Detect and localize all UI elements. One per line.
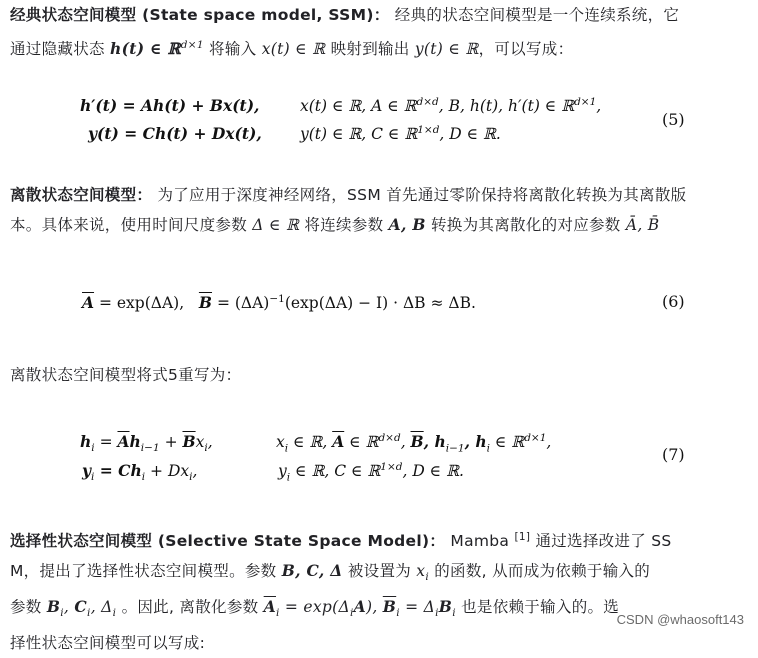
- eq5-line2-right: y(t) ∈ ℝ, C ∈ ℝ$^{1\times d}$, D ∈ ℝ.: [300, 124, 501, 144]
- text: 离散状态空间模型将式5重写为：: [10, 366, 242, 384]
- heading-ssm: 经典状态空间模型 (State space model, SSM)：: [10, 6, 390, 24]
- text: 择性状态空间模型可以写成:: [10, 634, 206, 653]
- text: 将连续参数: [304, 216, 384, 234]
- math-bcd: B, C, Δ: [281, 561, 343, 581]
- eq5-line1-left: h′(t) = Ah(t) + Bx(t),: [80, 96, 260, 115]
- heading-selective: 选择性状态空间模型 (Selective State Space Model)：: [10, 532, 446, 551]
- text: 通过隐藏状态: [10, 40, 105, 59]
- equation-number-5: (5): [662, 110, 685, 129]
- eq7-line1-right: $x_i$ ∈ ℝ, $\overline{A}$ ∈ ℝ$^{d\times d}$, $\overline{B}$, $h_{i-1}$, $h_i$ ∈ ℝ$^{d\times 1}$,: [276, 432, 552, 455]
- math-abar-bbar: Ā, B̄: [625, 216, 660, 234]
- math-hidden-state: h(t) ∈ ℝ$^{d\times 1}$: [110, 39, 204, 59]
- text: 参数: [10, 598, 42, 617]
- math-input: x(t) ∈ ℝ: [261, 40, 326, 59]
- equation-number-7: (7): [662, 445, 685, 464]
- math-ab: A, B: [388, 215, 426, 234]
- text: Mamba: [450, 532, 510, 551]
- text: 转换为其离散化的对应参数: [431, 216, 621, 234]
- text: M，提出了选择性状态空间模型。参数: [10, 562, 277, 581]
- text: ，可以写成：: [478, 40, 574, 59]
- eq5-line1-right: x(t) ∈ ℝ, A ∈ ℝ$^{d\times d}$, B, h(t), h′(t) ∈ ℝ$^{d\times 1}$,: [300, 96, 602, 116]
- eq5-line2-left: y(t) = Ch(t) + Dx(t),: [88, 124, 262, 143]
- math-delta: Δ ∈ ℝ: [252, 216, 300, 234]
- watermark: CSDN @whaosoft143: [616, 612, 744, 627]
- text: 映射到输出: [330, 40, 410, 59]
- math-output: y(t) ∈ ℝ: [414, 40, 479, 59]
- math-params: $B_i$, $C_i$, $\Delta_i$: [46, 597, 117, 620]
- text: 的函数, 从而成为依赖于输入的: [434, 562, 651, 581]
- math-xi: $x_i$: [416, 562, 429, 584]
- paragraph-selective-ssm: [10, 522, 750, 658]
- text: 本。具体来说，使用时间尺度参数: [10, 216, 248, 234]
- eq7-line1-left: $h_i = \overline{A}h_{i-1} + \overline{B}x_i$,: [80, 432, 213, 455]
- text: 也是依赖于输入的。选: [461, 598, 620, 617]
- citation-link[interactable]: [1]: [514, 531, 531, 543]
- text: 为了应用于深度神经网络，SSM 首先通过零阶保持将离散化转换为其离散版: [157, 186, 687, 204]
- text: 将输入: [209, 40, 257, 59]
- eq7-line2-left: $y_i = Ch_i + Dx_i$,: [82, 461, 198, 484]
- math-discrete-params: $\overline{A}_i = \exp(\Delta_iA)$, $\overline{B}_i = \Delta_iB_i$: [263, 597, 456, 620]
- text: 。因此, 离散化参数: [121, 598, 259, 617]
- equation-number-6: (6): [662, 292, 685, 311]
- text: 通过选择改进了 SS: [535, 532, 672, 551]
- equation-6: $\overline{A} = \exp(\Delta A)$, $\overline{B} = (\Delta A)^{-1}(\exp(\Delta A) - I) \cdot \Delta B \approx \Delta B$.: [82, 293, 476, 313]
- text: 经典的状态空间模型是一个连续系统，它: [394, 6, 680, 24]
- text: 被设置为: [347, 562, 412, 581]
- heading-discrete: 离散状态空间模型：: [10, 186, 153, 204]
- eq7-line2-right: $y_i$ ∈ ℝ, C ∈ ℝ$^{1\times d}$, D ∈ ℝ.: [278, 461, 464, 484]
